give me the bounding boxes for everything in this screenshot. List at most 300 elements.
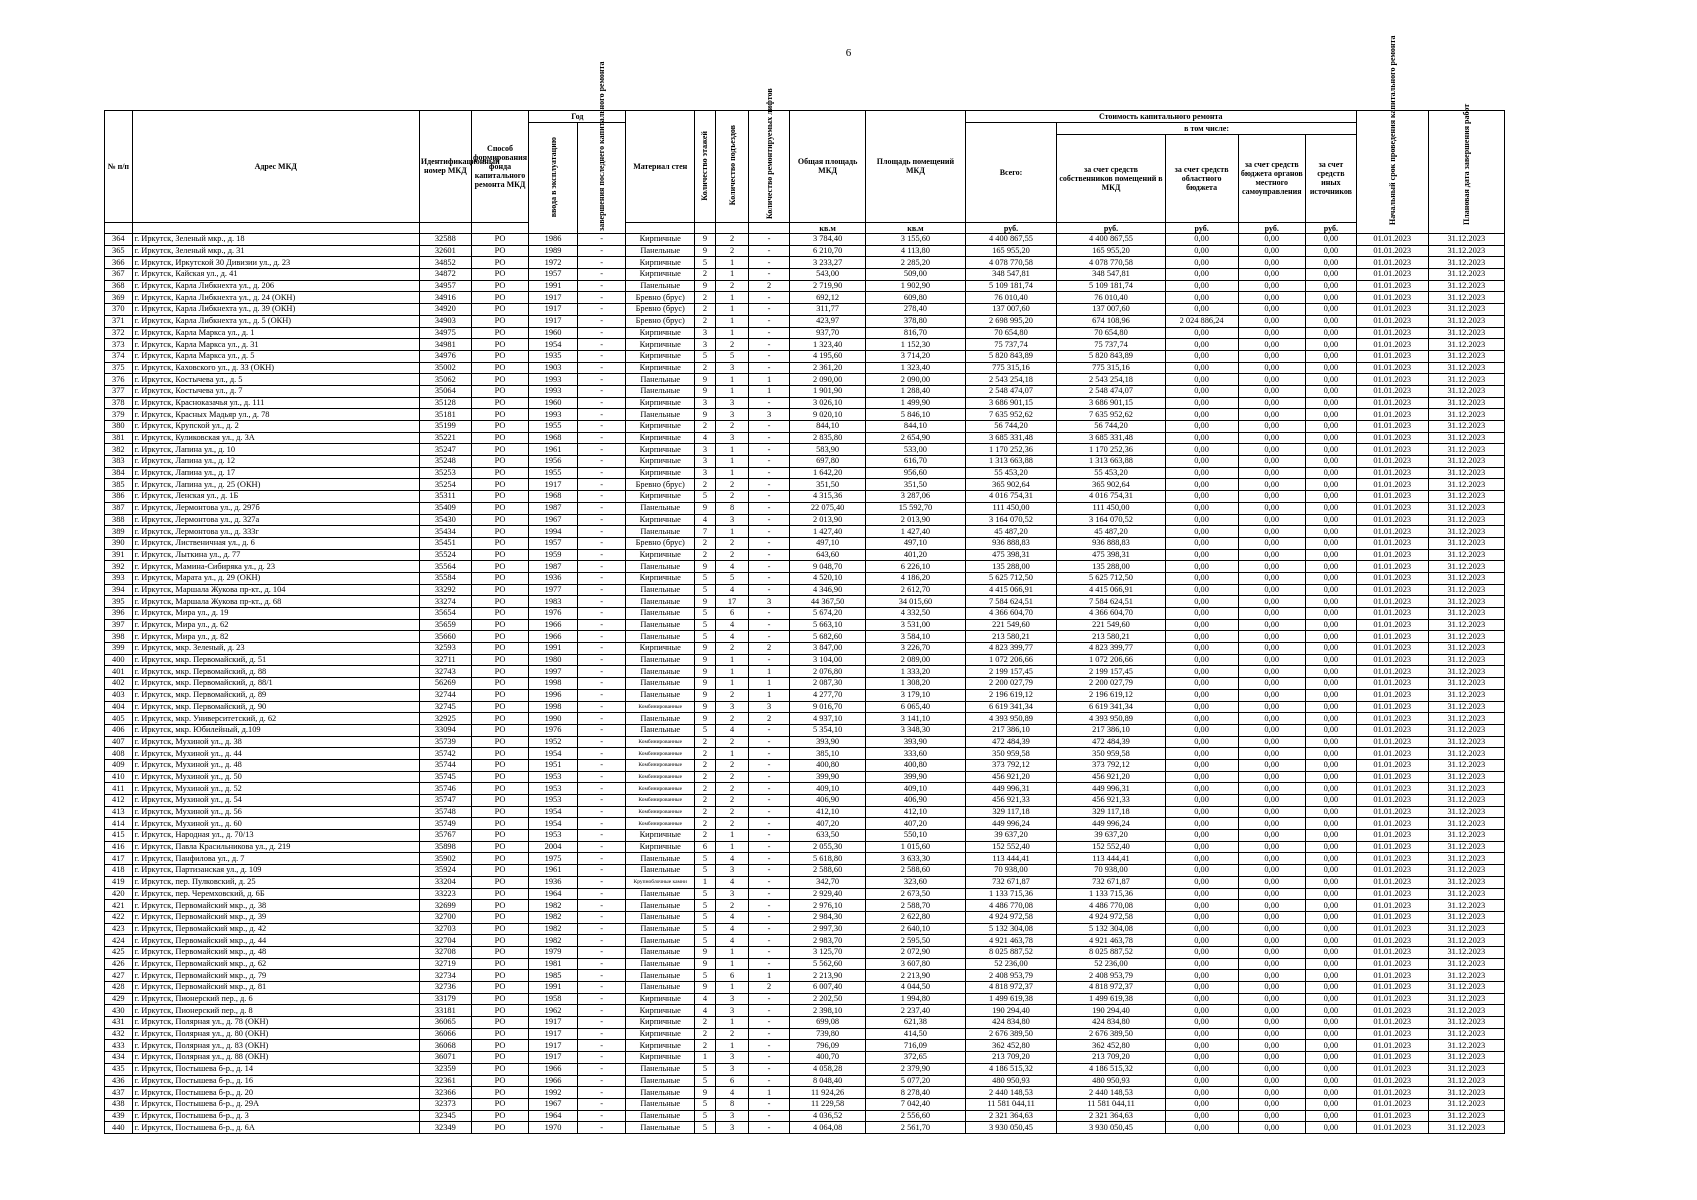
- table-row: [105, 982, 1505, 994]
- cell-cost-local: 0,00: [1238, 409, 1305, 421]
- table-row: [105, 783, 1505, 795]
- cell-end-date: 31.12.2023: [1428, 292, 1504, 304]
- cell-row-num: 422: [105, 911, 133, 923]
- cell-cost-regional: 0,00: [1165, 795, 1238, 807]
- cell-start-date: 01.01.2023: [1356, 572, 1428, 584]
- cell-floors: 5: [694, 923, 715, 935]
- cell-year-commission: 1961: [529, 865, 578, 877]
- cell-wall-material: Панельные: [626, 654, 695, 666]
- cell-premises-area: 4 332,50: [866, 608, 965, 620]
- table-row: [105, 748, 1505, 760]
- cell-building-id: 35660: [419, 631, 471, 643]
- cell-end-date: 31.12.2023: [1428, 257, 1504, 269]
- cell-year-last-repair: -: [577, 830, 626, 842]
- cell-row-num: 409: [105, 759, 133, 771]
- cell-wall-material: Кирпичные: [626, 1052, 695, 1064]
- cell-fund-method: РО: [471, 304, 528, 316]
- table-row: [105, 561, 1505, 573]
- cell-cost-total: 2 440 148,53: [965, 1087, 1057, 1099]
- cell-fund-method: РО: [471, 245, 528, 257]
- cell-cost-owners: 1 313 663,88: [1057, 456, 1165, 468]
- header-start-date: Начальный срок проведения капитального ремонта: [1356, 111, 1428, 234]
- header-total-area: Общая площадь МКД: [789, 111, 865, 223]
- cell-cost-owners: 152 552,40: [1057, 841, 1165, 853]
- cell-cost-owners: 373 792,12: [1057, 759, 1165, 771]
- cell-address: г. Иркутск, Лермонтова ул., д. 327а: [132, 514, 419, 526]
- cell-cost-other: 0,00: [1305, 339, 1356, 351]
- cell-cost-regional: 0,00: [1165, 771, 1238, 783]
- cell-fund-method: РО: [471, 479, 528, 491]
- cell-building-id: 35524: [419, 549, 471, 561]
- cell-wall-material: Панельные: [626, 1087, 695, 1099]
- cell-cost-local: 0,00: [1238, 467, 1305, 479]
- cell-lifts: -: [749, 584, 790, 596]
- cell-entrances: 1: [715, 526, 748, 538]
- cell-floors: 2: [694, 1017, 715, 1029]
- cell-row-num: 390: [105, 537, 133, 549]
- cell-fund-method: РО: [471, 467, 528, 479]
- cell-premises-area: 2 237,40: [866, 1005, 965, 1017]
- cell-floors: 9: [694, 958, 715, 970]
- cell-wall-material: Панельные: [626, 958, 695, 970]
- cell-premises-area: 3 633,30: [866, 853, 965, 865]
- cell-cost-local: 0,00: [1238, 362, 1305, 374]
- cell-end-date: 31.12.2023: [1428, 561, 1504, 573]
- cell-cost-regional: 0,00: [1165, 830, 1238, 842]
- cell-floors: 2: [694, 759, 715, 771]
- table-row: [105, 841, 1505, 853]
- cell-year-last-repair: -: [577, 315, 626, 327]
- table-row: [105, 958, 1505, 970]
- cell-total-area: 699,08: [789, 1017, 865, 1029]
- cell-lifts: -: [749, 818, 790, 830]
- cell-fund-method: РО: [471, 970, 528, 982]
- cell-cost-total: 111 450,00: [965, 502, 1057, 514]
- cell-address: г. Иркутск, Мухиной ул., д. 44: [132, 748, 419, 760]
- cell-start-date: 01.01.2023: [1356, 806, 1428, 818]
- cell-wall-material: Кирпичные: [626, 572, 695, 584]
- cell-fund-method: РО: [471, 888, 528, 900]
- cell-wall-material: Кирпичные: [626, 1017, 695, 1029]
- cell-row-num: 375: [105, 362, 133, 374]
- cell-lifts: -: [749, 1063, 790, 1075]
- cell-row-num: 430: [105, 1005, 133, 1017]
- cell-cost-regional: 0,00: [1165, 713, 1238, 725]
- table-row: [105, 619, 1505, 631]
- cell-entrances: 2: [715, 421, 748, 433]
- cell-total-area: 5 618,80: [789, 853, 865, 865]
- cell-floors: 2: [694, 795, 715, 807]
- cell-end-date: 31.12.2023: [1428, 514, 1504, 526]
- cell-total-area: 844,10: [789, 421, 865, 433]
- cell-start-date: 01.01.2023: [1356, 608, 1428, 620]
- table-row: [105, 421, 1505, 433]
- cell-floors: 9: [694, 234, 715, 246]
- cell-year-commission: 1960: [529, 327, 578, 339]
- cell-lifts: -: [749, 549, 790, 561]
- cell-year-last-repair: -: [577, 783, 626, 795]
- cell-cost-regional: 0,00: [1165, 374, 1238, 386]
- cell-fund-method: РО: [471, 409, 528, 421]
- cell-cost-other: 0,00: [1305, 1063, 1356, 1075]
- cell-lifts: -: [749, 1122, 790, 1134]
- cell-fund-method: РО: [471, 1075, 528, 1087]
- cell-cost-other: 0,00: [1305, 444, 1356, 456]
- header-fund-method: Способ формирования фонда капитального ремонта МКД: [471, 111, 528, 223]
- cell-lifts: -: [749, 748, 790, 760]
- cell-floors: 5: [694, 1110, 715, 1122]
- table-row: [105, 724, 1505, 736]
- cell-cost-regional: 0,00: [1165, 970, 1238, 982]
- cell-cost-owners: 3 930 050,45: [1057, 1122, 1165, 1134]
- cell-floors: 2: [694, 549, 715, 561]
- cell-address: г. Иркутск, Мухиной ул., д. 60: [132, 818, 419, 830]
- cell-cost-total: 2 199 157,45: [965, 666, 1057, 678]
- table-row: [105, 1122, 1505, 1134]
- cell-total-area: 2 983,70: [789, 935, 865, 947]
- cell-building-id: 32361: [419, 1075, 471, 1087]
- cell-cost-local: 0,00: [1238, 619, 1305, 631]
- cell-cost-local: 0,00: [1238, 1110, 1305, 1122]
- cell-year-last-repair: -: [577, 502, 626, 514]
- header-owners: за счет средств собственников помещений в МКД: [1057, 135, 1165, 223]
- cell-wall-material: Панельные: [626, 1063, 695, 1075]
- cell-cost-other: 0,00: [1305, 596, 1356, 608]
- cell-year-commission: 1985: [529, 970, 578, 982]
- cell-building-id: 34872: [419, 269, 471, 281]
- cell-wall-material: Бревно (брус): [626, 315, 695, 327]
- cell-address: г. Иркутск, Костычева ул., д. 7: [132, 385, 419, 397]
- cell-cost-regional: 0,00: [1165, 350, 1238, 362]
- cell-year-commission: 1991: [529, 643, 578, 655]
- cell-floors: 2: [694, 292, 715, 304]
- cell-cost-other: 0,00: [1305, 292, 1356, 304]
- cell-fund-method: РО: [471, 993, 528, 1005]
- cell-cost-owners: 4 366 604,70: [1057, 608, 1165, 620]
- cell-cost-other: 0,00: [1305, 1028, 1356, 1040]
- table-row: [105, 1087, 1505, 1099]
- cell-building-id: 34920: [419, 304, 471, 316]
- cell-total-area: 2 976,10: [789, 900, 865, 912]
- cell-building-id: 33292: [419, 584, 471, 596]
- cell-address: г. Иркутск, Красноказачья ул., д. 111: [132, 397, 419, 409]
- cell-wall-material: Кирпичные: [626, 234, 695, 246]
- cell-cost-owners: 2 676 389,50: [1057, 1028, 1165, 1040]
- cell-fund-method: РО: [471, 736, 528, 748]
- cell-floors: 3: [694, 339, 715, 351]
- cell-fund-method: РО: [471, 385, 528, 397]
- cell-entrances: 4: [715, 1087, 748, 1099]
- cell-start-date: 01.01.2023: [1356, 1098, 1428, 1110]
- cell-year-commission: 1970: [529, 1122, 578, 1134]
- cell-total-area: 2 090,00: [789, 374, 865, 386]
- cell-end-date: 31.12.2023: [1428, 1052, 1504, 1064]
- cell-cost-total: 1 170 252,36: [965, 444, 1057, 456]
- table-row: [105, 654, 1505, 666]
- cell-fund-method: РО: [471, 1110, 528, 1122]
- header-floors: Количество этажей: [694, 111, 715, 223]
- cell-wall-material: Панельные: [626, 689, 695, 701]
- cell-row-num: 426: [105, 958, 133, 970]
- cell-address: г. Иркутск, Карла Либкнехта ул., д. 39 (ОКН): [132, 304, 419, 316]
- cell-year-commission: 1954: [529, 339, 578, 351]
- cell-floors: 6: [694, 841, 715, 853]
- cell-cost-local: 0,00: [1238, 701, 1305, 713]
- cell-fund-method: РО: [471, 350, 528, 362]
- cell-year-commission: 1952: [529, 736, 578, 748]
- cell-total-area: 22 075,40: [789, 502, 865, 514]
- cell-cost-other: 0,00: [1305, 537, 1356, 549]
- cell-entrances: 2: [715, 549, 748, 561]
- cell-start-date: 01.01.2023: [1356, 993, 1428, 1005]
- cell-premises-area: 3 179,10: [866, 689, 965, 701]
- cell-building-id: 36066: [419, 1028, 471, 1040]
- cell-cost-total: 55 453,20: [965, 467, 1057, 479]
- cell-cost-local: 0,00: [1238, 806, 1305, 818]
- cell-total-area: 3 026,10: [789, 397, 865, 409]
- cell-end-date: 31.12.2023: [1428, 1017, 1504, 1029]
- cell-floors: 9: [694, 561, 715, 573]
- cell-floors: 9: [694, 1087, 715, 1099]
- cell-lifts: -: [749, 304, 790, 316]
- cell-address: г. Иркутск, Лапина ул., д. 17: [132, 467, 419, 479]
- cell-end-date: 31.12.2023: [1428, 1122, 1504, 1134]
- cell-start-date: 01.01.2023: [1356, 771, 1428, 783]
- cell-cost-owners: 221 549,60: [1057, 619, 1165, 631]
- cell-year-last-repair: -: [577, 549, 626, 561]
- cell-total-area: 8 048,40: [789, 1075, 865, 1087]
- cell-cost-owners: 2 543 254,18: [1057, 374, 1165, 386]
- cell-year-last-repair: -: [577, 280, 626, 292]
- cell-premises-area: 1 323,40: [866, 362, 965, 374]
- cell-year-commission: 1917: [529, 1052, 578, 1064]
- cell-cost-owners: 113 444,41: [1057, 853, 1165, 865]
- cell-address: г. Иркутск, Мухиной ул., д. 52: [132, 783, 419, 795]
- cell-cost-total: 4 486 770,08: [965, 900, 1057, 912]
- cell-end-date: 31.12.2023: [1428, 362, 1504, 374]
- cell-cost-owners: 4 400 867,55: [1057, 234, 1165, 246]
- cell-wall-material: Кирпичные: [626, 257, 695, 269]
- cell-cost-local: 0,00: [1238, 1052, 1305, 1064]
- unit-empty: [471, 222, 528, 233]
- cell-premises-area: 2 588,60: [866, 865, 965, 877]
- cell-entrances: 2: [715, 245, 748, 257]
- cell-end-date: 31.12.2023: [1428, 537, 1504, 549]
- cell-cost-owners: 456 921,33: [1057, 795, 1165, 807]
- cell-total-area: 1 642,20: [789, 467, 865, 479]
- cell-year-commission: 1997: [529, 666, 578, 678]
- cell-address: г. Иркутск, Лапина ул., д. 10: [132, 444, 419, 456]
- cell-start-date: 01.01.2023: [1356, 970, 1428, 982]
- cell-end-date: 31.12.2023: [1428, 759, 1504, 771]
- header-including: в том числе:: [1057, 123, 1356, 135]
- cell-total-area: 2 076,80: [789, 666, 865, 678]
- cell-row-num: 374: [105, 350, 133, 362]
- cell-address: г. Иркутск, Постышева б-р., д. 14: [132, 1063, 419, 1075]
- cell-cost-local: 0,00: [1238, 888, 1305, 900]
- cell-row-num: 432: [105, 1028, 133, 1040]
- cell-premises-area: 4 186,20: [866, 572, 965, 584]
- cell-cost-regional: 0,00: [1165, 666, 1238, 678]
- cell-address: г. Иркутск, Зеленый мкр., д. 31: [132, 245, 419, 257]
- cell-premises-area: 1 333,20: [866, 666, 965, 678]
- cell-cost-owners: 137 007,60: [1057, 304, 1165, 316]
- cell-premises-area: 2 013,90: [866, 514, 965, 526]
- cell-premises-area: 2 640,10: [866, 923, 965, 935]
- cell-lifts: -: [749, 1075, 790, 1087]
- table-row: [105, 970, 1505, 982]
- unit-regional: руб.: [1165, 222, 1238, 233]
- cell-premises-area: 5 077,20: [866, 1075, 965, 1087]
- cell-cost-owners: 3 164 070,52: [1057, 514, 1165, 526]
- cell-year-commission: 1917: [529, 1028, 578, 1040]
- cell-building-id: 35221: [419, 432, 471, 444]
- cell-cost-total: 213 709,20: [965, 1052, 1057, 1064]
- cell-address: г. Иркутск, Кайская ул., д. 41: [132, 269, 419, 281]
- cell-cost-other: 0,00: [1305, 1122, 1356, 1134]
- cell-cost-other: 0,00: [1305, 771, 1356, 783]
- cell-year-commission: 1953: [529, 795, 578, 807]
- cell-row-num: 429: [105, 993, 133, 1005]
- cell-entrances: 5: [715, 350, 748, 362]
- table-row: [105, 1005, 1505, 1017]
- cell-start-date: 01.01.2023: [1356, 795, 1428, 807]
- cell-cost-total: 4 921 463,78: [965, 935, 1057, 947]
- cell-start-date: 01.01.2023: [1356, 596, 1428, 608]
- cell-entrances: 4: [715, 584, 748, 596]
- cell-year-commission: 1976: [529, 724, 578, 736]
- cell-year-last-repair: -: [577, 1052, 626, 1064]
- cell-entrances: 1: [715, 654, 748, 666]
- cell-cost-owners: 674 108,96: [1057, 315, 1165, 327]
- cell-wall-material: Комбинированные: [626, 748, 695, 760]
- table-row: [105, 1028, 1505, 1040]
- cell-year-commission: 1953: [529, 783, 578, 795]
- cell-row-num: 389: [105, 526, 133, 538]
- cell-floors: 2: [694, 830, 715, 842]
- cell-entrances: 1: [715, 385, 748, 397]
- cell-year-commission: 1935: [529, 350, 578, 362]
- cell-total-area: 692,12: [789, 292, 865, 304]
- cell-year-commission: 1986: [529, 234, 578, 246]
- cell-row-num: 385: [105, 479, 133, 491]
- cell-total-area: 385,10: [789, 748, 865, 760]
- cell-cost-owners: 45 487,20: [1057, 526, 1165, 538]
- table-row: [105, 876, 1505, 888]
- cell-wall-material: Кирпичные: [626, 1040, 695, 1052]
- cell-year-commission: 1975: [529, 853, 578, 865]
- cell-address: г. Иркутск, Постышева б-р., д. 29А: [132, 1098, 419, 1110]
- cell-year-commission: 1993: [529, 374, 578, 386]
- cell-cost-total: 1 133 715,36: [965, 888, 1057, 900]
- cell-cost-total: 480 950,93: [965, 1075, 1057, 1087]
- cell-cost-other: 0,00: [1305, 736, 1356, 748]
- cell-fund-method: РО: [471, 771, 528, 783]
- cell-fund-method: РО: [471, 748, 528, 760]
- cell-total-area: 583,90: [789, 444, 865, 456]
- cell-cost-local: 0,00: [1238, 456, 1305, 468]
- cell-cost-other: 0,00: [1305, 724, 1356, 736]
- cell-address: г. Иркутск, Первомайский мкр., д. 39: [132, 911, 419, 923]
- cell-cost-total: 2 321 364,63: [965, 1110, 1057, 1122]
- cell-row-num: 438: [105, 1098, 133, 1110]
- cell-cost-total: 2 408 953,79: [965, 970, 1057, 982]
- cell-address: г. Иркутск, Первомайский мкр., д. 42: [132, 923, 419, 935]
- cell-premises-area: 372,65: [866, 1052, 965, 1064]
- cell-cost-owners: 3 685 331,48: [1057, 432, 1165, 444]
- cell-cost-local: 0,00: [1238, 970, 1305, 982]
- cell-address: г. Иркутск, Постышева б-р., д. 16: [132, 1075, 419, 1087]
- cell-fund-method: РО: [471, 1063, 528, 1075]
- cell-year-commission: 1956: [529, 456, 578, 468]
- cell-cost-other: 0,00: [1305, 421, 1356, 433]
- cell-wall-material: Кирпичные: [626, 421, 695, 433]
- cell-cost-local: 0,00: [1238, 1063, 1305, 1075]
- cell-building-id: 32734: [419, 970, 471, 982]
- cell-row-num: 416: [105, 841, 133, 853]
- cell-address: г. Иркутск, Партизанская ул., д. 109: [132, 865, 419, 877]
- cell-end-date: 31.12.2023: [1428, 631, 1504, 643]
- cell-end-date: 31.12.2023: [1428, 456, 1504, 468]
- cell-cost-total: 5 820 843,89: [965, 350, 1057, 362]
- cell-start-date: 01.01.2023: [1356, 315, 1428, 327]
- unit-owners: руб.: [1057, 222, 1165, 233]
- cell-premises-area: 3 714,20: [866, 350, 965, 362]
- cell-floors: 5: [694, 1075, 715, 1087]
- cell-cost-local: 0,00: [1238, 1122, 1305, 1134]
- cell-wall-material: Панельные: [626, 561, 695, 573]
- cell-entrances: 2: [715, 234, 748, 246]
- cell-cost-regional: 0,00: [1165, 1075, 1238, 1087]
- cell-start-date: 01.01.2023: [1356, 479, 1428, 491]
- cell-cost-owners: 449 996,31: [1057, 783, 1165, 795]
- cell-floors: 9: [694, 713, 715, 725]
- cell-cost-owners: 6 619 341,34: [1057, 701, 1165, 713]
- cell-total-area: 3 784,40: [789, 234, 865, 246]
- cell-start-date: 01.01.2023: [1356, 736, 1428, 748]
- cell-wall-material: Кирпичные: [626, 350, 695, 362]
- cell-floors: 2: [694, 1040, 715, 1052]
- unit-empty: [626, 222, 695, 233]
- cell-lifts: 2: [749, 713, 790, 725]
- cell-cost-regional: 0,00: [1165, 923, 1238, 935]
- cell-building-id: 32601: [419, 245, 471, 257]
- cell-cost-total: 70 938,00: [965, 865, 1057, 877]
- cell-cost-other: 0,00: [1305, 572, 1356, 584]
- header-address: Адрес МКД: [132, 111, 419, 223]
- cell-entrances: 1: [715, 444, 748, 456]
- cell-entrances: 2: [715, 689, 748, 701]
- cell-fund-method: РО: [471, 830, 528, 842]
- cell-year-commission: 1992: [529, 1087, 578, 1099]
- cell-cost-regional: 0,00: [1165, 888, 1238, 900]
- cell-row-num: 405: [105, 713, 133, 725]
- cell-year-commission: 1936: [529, 572, 578, 584]
- cell-cost-other: 0,00: [1305, 584, 1356, 596]
- cell-start-date: 01.01.2023: [1356, 678, 1428, 690]
- cell-wall-material: Кирпичные: [626, 491, 695, 503]
- table-body: [105, 234, 1505, 1134]
- cell-cost-local: 0,00: [1238, 537, 1305, 549]
- cell-start-date: 01.01.2023: [1356, 958, 1428, 970]
- cell-cost-regional: 0,00: [1165, 654, 1238, 666]
- cell-cost-total: 7 584 624,51: [965, 596, 1057, 608]
- cell-cost-regional: 0,00: [1165, 385, 1238, 397]
- cell-address: г. Иркутск, Каховского ул., д. 33 (ОКН): [132, 362, 419, 374]
- cell-entrances: 6: [715, 970, 748, 982]
- table-row: [105, 1063, 1505, 1075]
- cell-row-num: 411: [105, 783, 133, 795]
